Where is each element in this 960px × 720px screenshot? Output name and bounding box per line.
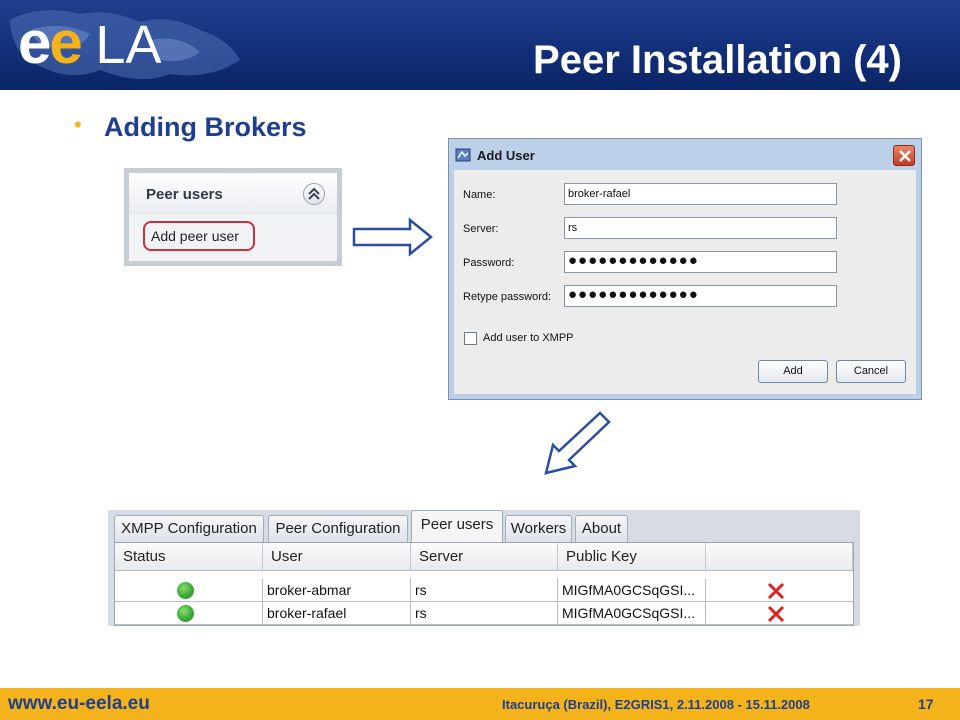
slide-footer [0,688,960,720]
user-cell: broker-abmar [263,579,411,602]
footer-url: www.eu-eela.eu [8,693,150,714]
slide-header [0,0,960,90]
name-label: Name: [463,189,496,201]
tab-peer-users[interactable]: Peer users [411,510,503,543]
footer-event: Itacuruça (Brazil), E2GRIS1, 2.11.2008 - 15.11.2008 [502,697,810,712]
retype-password-label: Retype password: [463,291,552,303]
arrow-right-icon [352,217,434,257]
tab-about[interactable]: About [575,515,628,542]
delete-icon[interactable] [767,605,785,623]
delete-icon[interactable] [767,582,785,600]
tab-bar [108,510,860,542]
dialog-body [454,170,916,394]
tab-workers[interactable]: Workers [505,515,572,542]
status-cell [115,579,263,602]
panel-header [129,173,337,215]
status-cell [115,602,263,625]
add-to-xmpp-checkbox[interactable] [464,332,477,345]
add-button[interactable]: Add [758,360,828,383]
tab-xmpp-configuration[interactable]: XMPP Configuration [114,515,264,542]
add-peer-user-link[interactable]: Add peer user [143,221,255,251]
password-field[interactable]: ●●●●●●●●●●●●● [564,251,837,273]
password-label: Password: [463,257,515,269]
peer-users-panel [124,168,342,266]
eela-logo: ee LA [18,9,162,76]
panel-title: Peer users [146,186,223,203]
user-cell: broker-rafael [263,602,411,625]
slide-title: Peer Installation (4) [533,38,902,82]
column-header-user[interactable]: User [263,543,411,571]
add-user-dialog [448,138,922,400]
close-icon [898,149,912,163]
peer-users-table [114,542,854,626]
table-row[interactable] [115,579,853,602]
table-header [115,543,853,571]
column-header-public-key[interactable]: Public Key [558,543,706,571]
dialog-titlebar[interactable] [449,139,921,171]
server-cell: rs [411,602,558,625]
tab-peer-configuration[interactable]: Peer Configuration [268,515,408,542]
collapse-button[interactable] [303,183,325,205]
column-header-server[interactable]: Server [411,543,558,571]
server-cell: rs [411,579,558,602]
server-field[interactable]: rs [564,217,837,239]
double-chevron-up-icon [308,187,320,201]
column-header-status[interactable]: Status [115,543,263,571]
table-row[interactable] [115,602,853,625]
status-online-icon [177,605,194,622]
window-icon [455,147,471,163]
bullet-marker: • [74,112,82,137]
public-key-cell: MIGfMA0GCSqGSI... [558,602,706,625]
add-to-xmpp-label: Add user to XMPP [483,332,574,344]
peer-configuration-window [108,510,860,626]
page-number: 17 [918,696,934,712]
cancel-button[interactable]: Cancel [836,360,906,383]
close-button[interactable] [893,145,915,166]
bullet-text: Adding Brokers [104,112,307,142]
server-label: Server: [463,223,499,235]
public-key-cell: MIGfMA0GCSqGSI... [558,579,706,602]
name-field[interactable]: broker-rafael [564,183,837,205]
status-online-icon [177,582,194,599]
dialog-title: Add User [477,148,535,163]
retype-password-field[interactable]: ●●●●●●●●●●●●● [564,285,837,307]
column-header-actions [706,543,853,571]
arrow-down-left-icon [542,410,612,476]
